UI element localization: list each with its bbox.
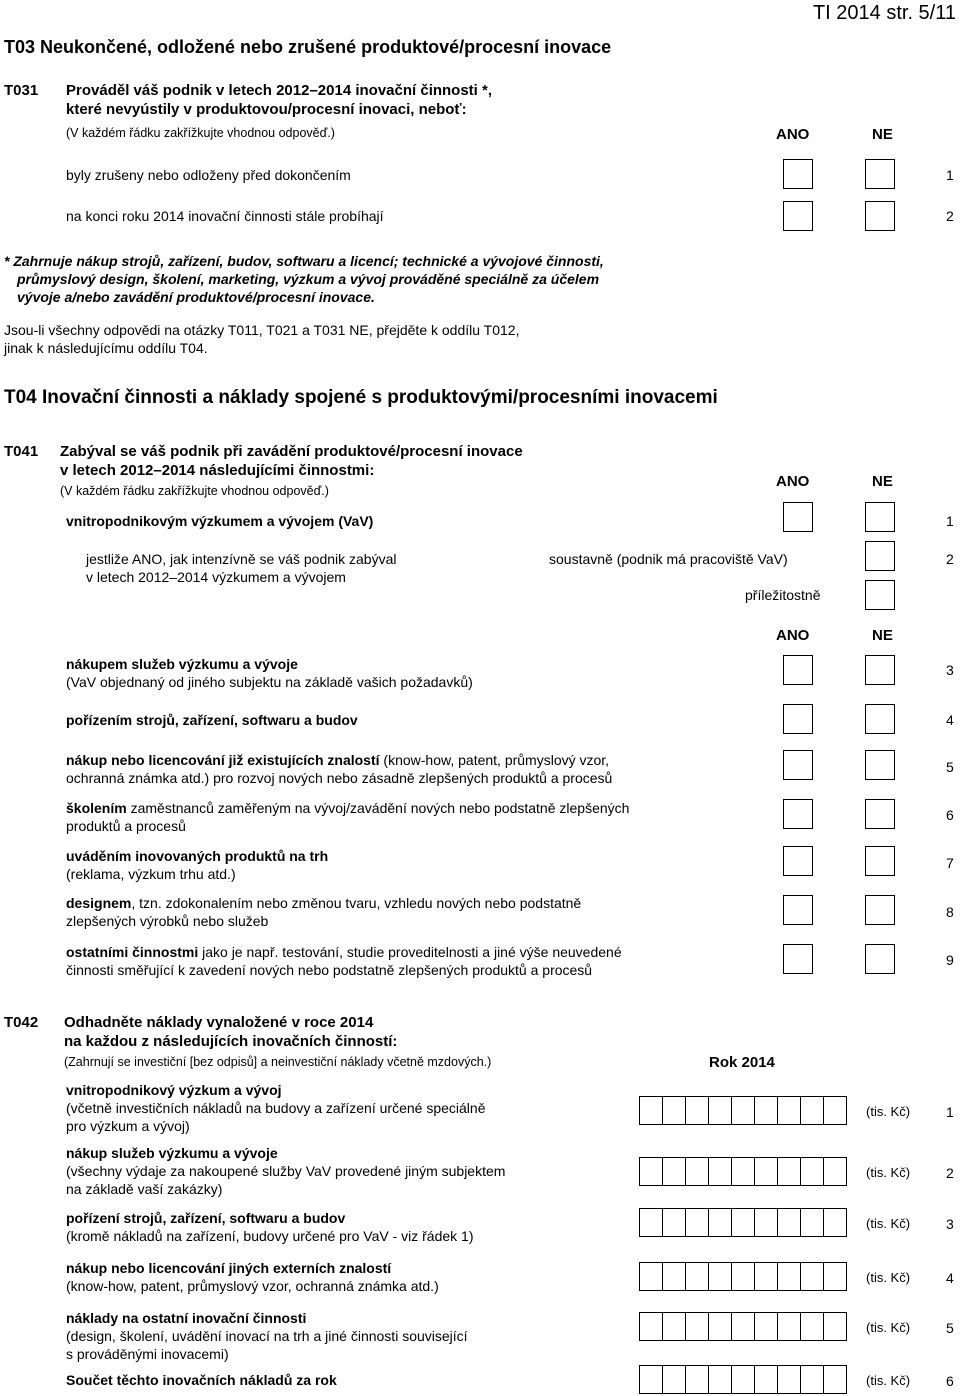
activity-no-checkbox[interactable] <box>865 655 895 685</box>
row-number: 5 <box>946 1320 954 1336</box>
row-number: 7 <box>946 855 954 871</box>
digit-cell[interactable] <box>662 1208 686 1237</box>
activity-label-line2: produktů a procesů <box>66 818 186 834</box>
cost-amount-input[interactable] <box>640 1096 847 1125</box>
unit-label: (tis. Kč) <box>866 1270 911 1285</box>
cost-label-detail: (kromě nákladů na zařízení, budovy určené pro VaV - viz řádek 1) <box>66 1228 474 1244</box>
digit-cell[interactable] <box>823 1262 847 1291</box>
activity-no-checkbox[interactable] <box>865 944 895 974</box>
row-number: 2 <box>946 551 954 567</box>
digit-cell[interactable] <box>823 1208 847 1237</box>
cost-amount-input[interactable] <box>640 1157 847 1186</box>
digit-cell[interactable] <box>639 1157 663 1186</box>
activity-label-bold: uváděním inovovaných produktů na trh <box>66 848 329 864</box>
t031-row-label: na konci roku 2014 inovační činnosti stále probíhají <box>66 208 384 224</box>
intensity-question-line2: v letech 2012–2014 výzkumem a vývojem <box>86 569 346 585</box>
t031-row1-yes-checkbox[interactable] <box>783 159 813 189</box>
cost-label-detail: pro výzkum a vývoj) <box>66 1118 190 1134</box>
activity-yes-checkbox[interactable] <box>783 944 813 974</box>
digit-cell[interactable] <box>777 1262 801 1291</box>
question-t031-line2: které nevyústily v produktovou/procesní inovaci, neboť: <box>66 101 467 118</box>
yes-header: ANO <box>776 473 810 490</box>
digit-cell[interactable] <box>708 1312 732 1341</box>
skip-instruction-line1: Jsou-li všechny odpovědi na otázky T011, T021 a T031 NE, přejděte k oddílu T012, <box>4 322 520 338</box>
question-t042-line2: na každou z následujících inovačních činností: <box>64 1033 398 1050</box>
t031-row2-yes-checkbox[interactable] <box>783 201 813 231</box>
no-header: NE <box>872 473 893 490</box>
digit-cell[interactable] <box>731 1157 755 1186</box>
question-t041-line1: Zabýval se váš podnik při zavádění produktové/procesní inovace <box>60 443 523 460</box>
cost-label: nákup nebo licencování jiných externích znalostí <box>66 1260 392 1276</box>
unit-label: (tis. Kč) <box>866 1373 911 1388</box>
digit-cell[interactable] <box>662 1365 686 1394</box>
t031-row1-no-checkbox[interactable] <box>865 159 895 189</box>
digit-cell[interactable] <box>800 1208 824 1237</box>
activity-label-bold: nákupem služeb výzkumu a vývoje <box>66 656 298 672</box>
t031-row-label: byly zrušeny nebo odloženy před dokončením <box>66 167 351 183</box>
row-number: 6 <box>946 807 954 823</box>
question-code-t031: T031 <box>4 82 39 99</box>
activity-label <box>66 752 609 768</box>
digit-cell[interactable] <box>662 1262 686 1291</box>
skip-instruction-line2: jinak k následujícímu oddílu T04. <box>4 340 208 356</box>
row-number: 6 <box>946 1373 954 1389</box>
digit-cell[interactable] <box>708 1157 732 1186</box>
digit-cell[interactable] <box>823 1157 847 1186</box>
digit-cell[interactable] <box>685 1208 709 1237</box>
instruction-t042: (Zahrnují se investiční [bez odpisů] a neinvestiční náklady včetně mzdových.) <box>64 1055 492 1069</box>
digit-cell[interactable] <box>823 1096 847 1125</box>
digit-cell[interactable] <box>823 1312 847 1341</box>
activity-no-checkbox[interactable] <box>865 799 895 829</box>
intensity-option-occasional: příležitostně <box>745 587 821 603</box>
activity-yes-checkbox[interactable] <box>783 846 813 876</box>
cost-label-detail: (včetně investičních nákladů na budovy a zařízení určené speciálně <box>66 1100 486 1116</box>
digit-cell[interactable] <box>777 1157 801 1186</box>
question-t042-line1: Odhadněte náklady vynaložené v roce 2014 <box>64 1014 374 1031</box>
digit-cell[interactable] <box>754 1096 778 1125</box>
digit-cell[interactable] <box>800 1365 824 1394</box>
digit-cell[interactable] <box>800 1312 824 1341</box>
row-number: 1 <box>946 167 954 183</box>
digit-cell[interactable] <box>685 1096 709 1125</box>
digit-cell[interactable] <box>685 1312 709 1341</box>
digit-cell[interactable] <box>777 1365 801 1394</box>
footnote-line3: vývoje a/nebo zavádění produktové/procesní inovace. <box>17 289 375 305</box>
unit-label: (tis. Kč) <box>866 1165 911 1180</box>
intensity-occasional-checkbox[interactable] <box>865 580 895 610</box>
cost-amount-input[interactable] <box>640 1208 847 1237</box>
unit-label: (tis. Kč) <box>866 1320 911 1335</box>
row-number: 5 <box>946 759 954 775</box>
row-number: 1 <box>946 513 954 529</box>
section-title-t04: T04 Inovační činnosti a náklady spojené s produktovými/procesními inovacemi <box>4 387 718 408</box>
activity-label-rest: jako je např. testování, studie proveditelnosti a jiné výše neuvedené <box>198 944 622 960</box>
page-ref: TI 2014 str. 5/11 <box>812 2 956 24</box>
activity-label-line2: zlepšených výrobků nebo služeb <box>66 913 269 929</box>
cost-label: pořízení strojů, zařízení, softwaru a budov <box>66 1210 346 1226</box>
question-code-t041: T041 <box>4 443 39 460</box>
row-number: 9 <box>946 952 954 968</box>
digit-cell[interactable] <box>754 1312 778 1341</box>
digit-cell[interactable] <box>708 1096 732 1125</box>
cost-label: Součet těchto inovačních nákladů za rok <box>66 1372 337 1388</box>
row-number: 2 <box>946 208 954 224</box>
activity-no-checkbox[interactable] <box>865 895 895 925</box>
digit-cell[interactable] <box>777 1208 801 1237</box>
activity-yes-checkbox[interactable] <box>783 704 813 734</box>
digit-cell[interactable] <box>823 1365 847 1394</box>
rnd-yes-checkbox[interactable] <box>783 502 813 532</box>
digit-cell[interactable] <box>754 1262 778 1291</box>
digit-cell[interactable] <box>708 1365 732 1394</box>
row-number: 3 <box>946 1216 954 1232</box>
yes-header: ANO <box>776 627 810 644</box>
row-number: 4 <box>946 1270 954 1286</box>
digit-cell[interactable] <box>800 1262 824 1291</box>
cost-label-detail: s prováděnými inovacemi) <box>66 1346 229 1362</box>
cost-amount-input[interactable] <box>640 1312 847 1341</box>
cost-amount-input[interactable] <box>640 1365 847 1394</box>
activity-label-rest: , tzn. zdokonalením nebo změnou tvaru, vzhledu nových nebo podstatně <box>131 895 582 911</box>
intensity-question-line1: jestliže ANO, jak intenzívně se váš podnik zabýval <box>86 551 397 567</box>
yes-header: ANO <box>776 126 810 143</box>
activity-label-bold: nákup nebo licencování již existujících znalostí <box>66 752 380 768</box>
activity-label-rest: (know-how, patent, průmyslový vzor, <box>379 752 610 768</box>
unit-label: (tis. Kč) <box>866 1104 911 1119</box>
no-header: NE <box>872 126 893 143</box>
digit-cell[interactable] <box>731 1208 755 1237</box>
activity-yes-checkbox[interactable] <box>783 895 813 925</box>
rnd-no-checkbox[interactable] <box>865 502 895 532</box>
activity-label <box>66 712 358 728</box>
digit-cell[interactable] <box>639 1208 663 1237</box>
digit-cell[interactable] <box>639 1096 663 1125</box>
row-number: 8 <box>946 904 954 920</box>
activity-yes-checkbox[interactable] <box>783 655 813 685</box>
digit-cell[interactable] <box>639 1365 663 1394</box>
instruction-t041: (V každém řádku zakřížkujte vhodnou odpověď.) <box>60 484 329 498</box>
activity-no-checkbox[interactable] <box>865 750 895 780</box>
activity-yes-checkbox[interactable] <box>783 750 813 780</box>
digit-cell[interactable] <box>800 1157 824 1186</box>
section-title-t03: T03 Neukončené, odložené nebo zrušené produktové/procesní inovace <box>4 37 612 57</box>
cost-label-detail: na základě vaší zakázky) <box>66 1181 223 1197</box>
digit-cell[interactable] <box>731 1262 755 1291</box>
digit-cell[interactable] <box>777 1096 801 1125</box>
activity-label-bold: školením <box>66 800 127 816</box>
year-header: Rok 2014 <box>709 1054 775 1071</box>
activity-no-checkbox[interactable] <box>865 704 895 734</box>
activity-yes-checkbox[interactable] <box>783 799 813 829</box>
cost-label-detail: (know-how, patent, průmyslový vzor, ochranná známka atd.) <box>66 1278 439 1294</box>
digit-cell[interactable] <box>708 1262 732 1291</box>
digit-cell[interactable] <box>754 1365 778 1394</box>
digit-cell[interactable] <box>731 1365 755 1394</box>
t031-row2-no-checkbox[interactable] <box>865 201 895 231</box>
cost-label-detail: (design, školení, uvádění inovací na trh a jiné činnosti související <box>66 1328 468 1344</box>
instruction-t031: (V každém řádku zakřížkujte vhodnou odpověď.) <box>66 126 335 140</box>
activity-label <box>66 656 298 672</box>
digit-cell[interactable] <box>639 1312 663 1341</box>
digit-cell[interactable] <box>777 1312 801 1341</box>
intensity-option-regular: soustavně (podnik má pracoviště VaV) <box>549 551 788 567</box>
question-code-t042: T042 <box>4 1014 39 1031</box>
digit-cell[interactable] <box>685 1365 709 1394</box>
no-header: NE <box>872 627 893 644</box>
cost-label: vnitropodnikový výzkum a vývoj <box>66 1082 282 1098</box>
digit-cell[interactable] <box>662 1157 686 1186</box>
activity-label <box>66 944 622 960</box>
unit-label: (tis. Kč) <box>866 1216 911 1231</box>
digit-cell[interactable] <box>639 1262 663 1291</box>
cost-label: nákup služeb výzkumu a vývoje <box>66 1145 278 1161</box>
row-number: 4 <box>946 712 954 728</box>
row-number: 1 <box>946 1104 954 1120</box>
activity-label-rest: zaměstnanců zaměřeným na vývoj/zavádění nových nebo podstatně zlepšených <box>126 800 630 816</box>
footnote-line1: * Zahrnuje nákup strojů, zařízení, budov, softwaru a licencí; technické a vývojové činnosti, <box>4 253 604 269</box>
digit-cell[interactable] <box>800 1096 824 1125</box>
digit-cell[interactable] <box>754 1208 778 1237</box>
digit-cell[interactable] <box>662 1096 686 1125</box>
digit-cell[interactable] <box>754 1157 778 1186</box>
intensity-regular-checkbox[interactable] <box>865 541 895 571</box>
activity-label <box>66 895 581 911</box>
digit-cell[interactable] <box>662 1312 686 1341</box>
question-t031-line1: Prováděl váš podnik v letech 2012–2014 inovační činnosti *, <box>66 82 493 99</box>
digit-cell[interactable] <box>731 1096 755 1125</box>
activity-label <box>66 800 629 816</box>
footnote-line2: průmyslový design, školení, marketing, výzkum a vývoj prováděné speciálně za účelem <box>17 271 600 287</box>
activity-label-line2: ochranná známka atd.) pro rozvoj nových nebo zásadně zlepšených produktů a procesů <box>66 770 613 786</box>
question-t041-line2: v letech 2012–2014 následujícími činnostmi: <box>60 462 375 479</box>
rnd-label: vnitropodnikovým výzkumem a vývojem (VaV) <box>66 513 374 529</box>
activity-label-line2: (VaV objednaný od jiného subjektu na základě vašich požadavků) <box>66 674 473 690</box>
digit-cell[interactable] <box>685 1157 709 1186</box>
cost-label: náklady na ostatní inovační činnosti <box>66 1310 307 1326</box>
activity-label-bold: ostatními činnostmi <box>66 944 199 960</box>
activity-label-line2: činnosti směřující k zavedení nových nebo podstatně zlepšených produktů a procesů <box>66 962 593 978</box>
cost-label-detail: (všechny výdaje za nakoupené služby VaV provedené jiným subjektem <box>66 1163 506 1179</box>
activity-no-checkbox[interactable] <box>865 846 895 876</box>
cost-amount-input[interactable] <box>640 1262 847 1291</box>
digit-cell[interactable] <box>685 1262 709 1291</box>
activity-label-bold: pořízením strojů, zařízení, softwaru a budov <box>66 712 358 728</box>
activity-label-line2: (reklama, výzkum trhu atd.) <box>66 866 236 882</box>
row-number: 3 <box>946 662 954 678</box>
digit-cell[interactable] <box>708 1208 732 1237</box>
activity-label <box>66 848 328 864</box>
activity-label-bold: designem <box>66 895 132 911</box>
digit-cell[interactable] <box>731 1312 755 1341</box>
row-number: 2 <box>946 1165 954 1181</box>
